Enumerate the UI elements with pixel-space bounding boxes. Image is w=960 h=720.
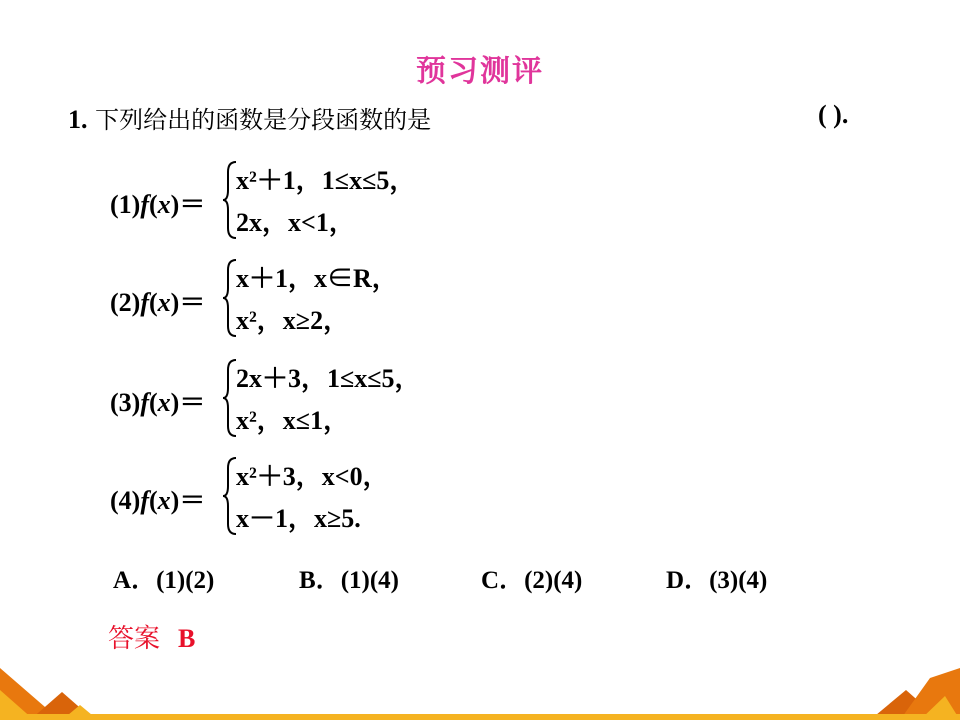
function-case-2: 2x，x<1， [236,208,355,237]
function-1 [110,160,610,240]
question-number: 1. [68,105,88,134]
function-label: (4)f(x)＝ [110,486,206,515]
answer-label: 答案 [108,624,161,654]
question-text [68,100,431,135]
answer-value: B [178,624,196,653]
function-case-1: x＋1，x∈R， [236,264,398,293]
page-title: 预习测评 [416,54,544,89]
function-case-2: x－1，x≥5. [236,504,361,533]
function-label: (2)f(x)＝ [110,288,206,317]
function-label: (1)f(x)＝ [110,190,206,219]
function-3 [110,358,610,438]
function-case-1: x²＋1，1≤x≤5， [236,166,416,195]
function-case-1: x²＋3，x<0， [236,462,389,491]
function-label: (3)f(x)＝ [110,388,206,417]
function-case-2: x²，x≥2， [236,306,350,335]
choice-c[interactable]: C．(2)(4) [481,567,583,594]
question-stem: 下列给出的函数是分段函数的是 [95,106,432,134]
decorative-triangles-footer [0,660,960,720]
answer-line [108,618,195,655]
function-case-2: x²，x≤1， [236,406,350,435]
choice-a[interactable]: A．(1)(2) [113,567,215,594]
choice-b[interactable]: B．(1)(4) [299,567,400,594]
answer-blank: ( ). [818,100,849,129]
function-case-1: 2x＋3，1≤x≤5， [236,364,421,393]
choice-d[interactable]: D．(3)(4) [666,567,768,594]
function-4 [110,456,610,536]
function-2 [110,258,610,338]
